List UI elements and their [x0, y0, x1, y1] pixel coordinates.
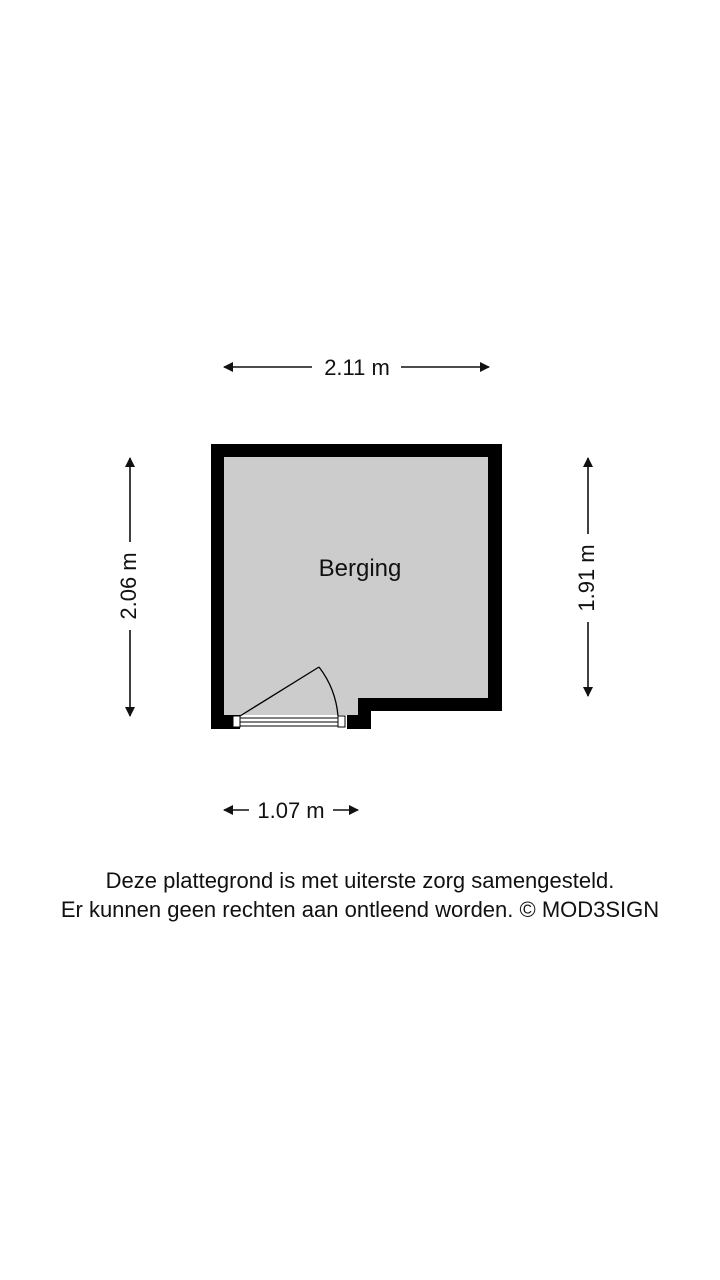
bottom-dimension-label: 1.07 m — [257, 798, 325, 823]
right-dimension-label: 1.91 m — [573, 544, 599, 612]
door-jamb-left — [233, 716, 240, 727]
disclaimer — [0, 866, 720, 924]
right-dimension — [574, 458, 599, 696]
left-dimension-label: 2.06 m — [115, 552, 141, 620]
room-label: Berging — [318, 555, 402, 582]
disclaimer-line-2: Er kunnen geen rechten aan ontleend worden. © MOD3SIGN — [60, 897, 660, 922]
top-dimension — [224, 355, 489, 380]
disclaimer-line-1: Deze plattegrond is met uiterste zorg samengesteld. — [105, 868, 615, 893]
room-berging — [211, 444, 502, 729]
top-dimension-label: 2.11 m — [324, 355, 390, 380]
door-jamb-right — [338, 716, 345, 727]
left-dimension — [116, 458, 141, 716]
room-floor — [217, 450, 494, 722]
bottom-dimension — [224, 798, 358, 823]
